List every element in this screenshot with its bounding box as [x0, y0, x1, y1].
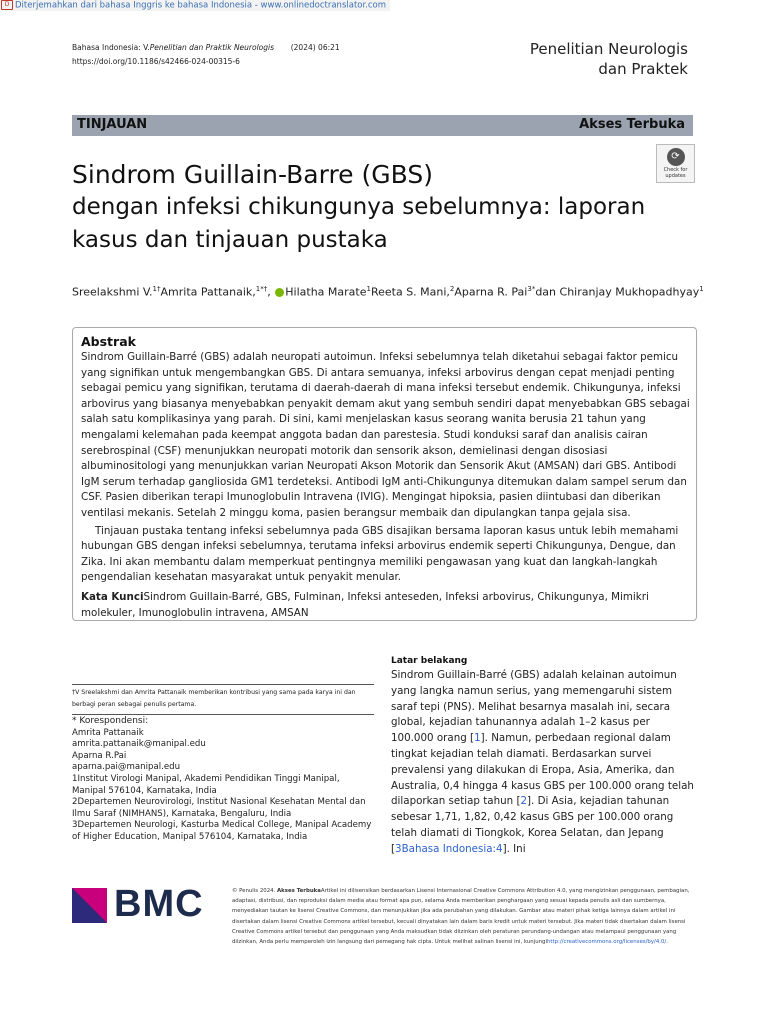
author-affiliation-sup: 2 [449, 285, 455, 293]
badge-line1: Check for [663, 167, 688, 173]
open-access-bold: Akses Terbuka [276, 888, 321, 894]
body-text: ]. Namun, perbedaan regional dalam tingkat kejadian telah diamati. Berdasarkan survei prevalensi yang dilakukan di Eropa, Asia, Amerika, dan Australia, 0,4 hingga 4 kasus GBS per 100.000 orang telah dilaporkan setiap tahun [ [391, 732, 694, 808]
correspondence-heading: * Korespondensi: [72, 716, 149, 726]
license-link[interactable]: http://creativecommons.org/licenses/by/4.0/ [546, 939, 667, 946]
citation-journal: Penelitian dan Praktik Neurologis [149, 43, 275, 52]
title-line2: dengan infeksi chikungunya sebelumnya: laporan [72, 194, 646, 220]
author-affiliation-sup: 3* [527, 285, 536, 293]
abstract-box [72, 327, 697, 621]
license-suffix: . [666, 939, 668, 946]
author-affiliation-sup: 1 [699, 285, 704, 293]
abstract-paragraph: Tinjauan pustaka tentang infeksi sebelumnya pada GBS disajikan bersama laporan kasus untuk lebih memahami hubungan GBS dengan infeksi sebelumnya, terutama infeksi arbovirus endemik seperti Chikungunya, Dengue, dan Zika. Ini akan membantu dalam memperkuat pentingnya memiliki pengawasan yang kuat dan langkah-langkah pengendalian kesehatan masyarakat untuk penyakit menular. [81, 524, 679, 584]
author-affiliation-sup: 1 [366, 285, 371, 293]
footnote-line: †V Sreelakshmi dan Amrita Pattanaik memberikan kontribusi yang sama pada karya ini dan [72, 689, 356, 696]
article-title [72, 158, 672, 257]
orcid-icon[interactable] [275, 288, 284, 297]
citation-link[interactable]: 1 [474, 732, 481, 745]
author-name[interactable]: Amrita Pattanaik, [160, 285, 256, 299]
citation-link[interactable]: 2 [520, 795, 528, 808]
background-text [391, 668, 695, 858]
open-access-label: Akses Terbuka [579, 117, 685, 132]
bmc-logo [72, 883, 214, 926]
journal-name-line2: dan Praktek [598, 60, 688, 78]
copyright: © Penulis 2024. [232, 888, 276, 894]
check-updates-icon: ⟳ [667, 148, 685, 166]
keywords-label: Kata Kunci [81, 590, 144, 603]
badge-line2: updates [665, 173, 686, 179]
bmc-wordmark: BMC [114, 883, 204, 925]
email-link[interactable]: amrita.pattanaik@manipal.edu [72, 739, 206, 750]
author-separator: , [267, 285, 275, 299]
affiliation: 3Departemen Neurologi, Kasturba Medical College, Manipal Academy of Higher Education, Manipal 576104, Karnataka, India [72, 820, 372, 842]
corresponding-author: Amrita Pattanaik [72, 727, 144, 738]
citation-link[interactable]: 3Bahasa Indonesia:4 [395, 842, 503, 855]
abstract-paragraph: Sindrom Guillain-Barré (GBS) adalah neuropati autoimun. Infeksi sebelumnya telah diketahui sebagai faktor pemicu yang signifikan untuk mengembangkan GBS. Di antara semuanya, infeksi arbovirus dengan cepat menjadi penting sebagai pemicu yang signifikan, terutama di daerah-daerah di mana infeksi tersebut endemik. Chikungunya, infeksi arbovirus yang biasanya menyebabkan penyakit demam akut yang sembuh sendiri dapat menyebabkan GBS sebagai salah satu komplikasinya yang parah. Di sini, kami menjelaskan kasus seorang wanita berusia 21 tahun yang mengalami kelemahan pada keempat anggota badan dan parestesia. Studi konduksi saraf dan analisis cairan serebrospinal (CSF) menunjukkan neuropati motorik dan sensorik akson, demielinasi dengan disosiasi albuminositologi yang menunjukkan varian Neuropati Akson Motorik dan Sensorik Akut (AMSAN) dari GBS. Antibodi IgM serum terhadap gangliosida GM1 terdeteksi. Antibodi IgM anti-Chikungunya ditemukan dalam sampel serum dan CSF. Pasien diberikan terapi Imunoglobulin Intravena (IVIG). Mengingat hipoksia, pasien diintubasi dan diberikan ventilasi mekanis. Setelah 2 minggu koma, pasien berangsur membaik dan dipulangkan tanpa gejala sisa. [81, 351, 690, 519]
corresponding-author: Aparna R.Pai [72, 750, 127, 761]
license-body: Artikel ini dilisensikan berdasarkan Lisensi Internasional Creative Commons Attribution 4.0, yang mengizinkan penggunaan, pembagian, adaptasi, distribusi, dan reproduksi dalam media atau format apa pun, selama Anda memberikan penghargaan yang sesuai kepada penulis asli dan sumbernya, menyediakan tautan ke lisensi Creative Commons, dan menunjukkan jika ada perubahan yang dilakukan. Gambar atau materi pihak ketiga lainnya dalam artikel ini disertakan dalam lisensi Creative Commons artikel tersebut, kecuali dinyatakan lain dalam baris kredit untuk materi tersebut. Jika materi tidak disertakan dalam lisensi Creative Commons artikel tersebut dan penggunaan yang Anda maksudkan tidak diizinkan oleh peraturan perundang-undangan atau melampaui penggunaan yang diizinkan, Anda perlu memperoleh izin langsung dari pemegang hak cipta. Untuk melihat salinan lisensi ini, kunjungi [232, 888, 690, 946]
bmc-logo-icon [72, 888, 107, 923]
author-name[interactable]: Hilatha Marate [285, 285, 367, 299]
journal-name [530, 39, 688, 79]
keywords-text: Sindrom Guillain-Barré, GBS, Fulminan, Infeksi anteseden, Infeksi arbovirus, Chikungunya, Mimikri molekuler, Imunoglobulin intravena, AMSAN [81, 590, 649, 619]
keywords [81, 590, 690, 621]
journal-name-line1: Penelitian Neurologis [529, 40, 688, 58]
footnote-line: berbagi peran sebagai penulis pertama. [72, 701, 197, 708]
author-affiliation-sup: 1*† [255, 285, 268, 293]
body-text: Sindrom Guillain-Barré (GBS) adalah kelainan autoimun yang langka namun serius, yang memengaruhi sistem saraf tepi (PNS). Melihat besarnya masalah ini, secara global, kejadian tahunannya adalah 1–2 kasus per 100.000 orang [ [391, 669, 677, 745]
doi-link[interactable]: https://doi.org/10.1186/s42466-024-00315-6 [72, 57, 240, 66]
citation-year: (2024) 06:21 [290, 43, 340, 52]
citation-line [72, 43, 340, 52]
license-text [232, 886, 692, 947]
author-name[interactable]: Reeta S. Mani, [370, 285, 450, 299]
title-line3: kasus dan tinjauan pustaka [72, 227, 388, 253]
translator-logo-icon: D [1, 0, 13, 10]
correspondence-block [72, 714, 374, 844]
affiliation: 1Institut Virologi Manipal, Akademi Pendidikan Tinggi Manipal, Manipal 576104, Karnataka, India [72, 773, 340, 796]
banner-text[interactable]: Diterjemahkan dari bahasa Inggris ke bahasa Indonesia - www.onlinedoctranslator.com [15, 0, 387, 11]
article-type: TINJAUAN [77, 117, 148, 132]
translation-banner[interactable] [0, 0, 390, 11]
background-heading: Latar belakang [391, 656, 468, 666]
body-text: ]. Ini [502, 842, 526, 855]
citation-prefix: Bahasa Indonesia: V. [72, 43, 150, 52]
body-text: ]. Di Asia, kejadian tahunan sebesar 1,71, 1,82, 0,42 kasus GBS per 100.000 orang telah diamati di Tiongkok, Korea Selatan, dan Jepang [ [391, 795, 674, 855]
author-affiliation-sup: 1† [152, 285, 161, 293]
author-name[interactable]: Aparna R. Pai [454, 285, 528, 299]
author-name[interactable]: Sreelakshmi V. [72, 285, 153, 299]
email-link[interactable]: aparna.pai@manipal.edu [72, 762, 181, 773]
equal-contribution-footnote [72, 684, 374, 711]
affiliation: 2Departemen Neurovirologi, Institut Nasional Kesehatan Mental dan Ilmu Saraf (NIMHANS), Karnataka, Bengaluru, India [72, 797, 366, 819]
author-name[interactable]: dan Chiranjay Mukhopadhyay [535, 285, 700, 299]
abstract-heading: Abstrak [81, 334, 136, 349]
title-line1: Sindrom Guillain-Barre (GBS) [72, 160, 433, 189]
article-type-bar [72, 115, 693, 136]
author-list [72, 285, 704, 299]
